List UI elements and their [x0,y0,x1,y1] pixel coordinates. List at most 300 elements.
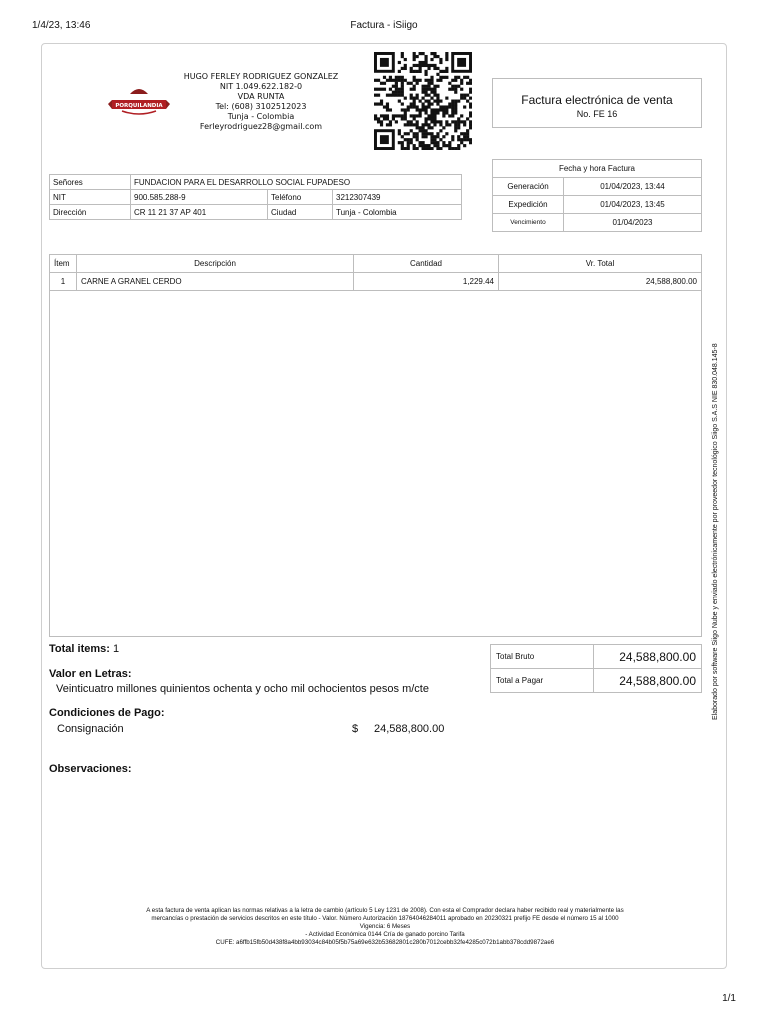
qr-module [413,144,416,147]
qr-module [442,70,445,73]
qr-module [404,147,407,150]
qr-module [424,94,427,97]
col-description-header: Descripción [77,255,354,273]
qr-module [422,141,425,144]
items-area [49,254,702,637]
qr-module [404,138,407,141]
qr-module [380,123,383,126]
qr-module [398,76,401,79]
qr-module [413,64,416,67]
qr-module [386,123,389,126]
qr-module [460,88,463,91]
qr-module [460,141,463,144]
qr-module [395,82,398,85]
qr-module [445,144,448,147]
qr-module [398,94,401,97]
qr-module [460,94,463,97]
qr-module [445,70,448,73]
qr-module [395,85,398,88]
qr-module [427,67,430,70]
qr-module [419,100,422,103]
qr-module [439,129,442,132]
qr-module [427,132,430,135]
qr-module [436,108,439,111]
date-label-due: Vencimiento [493,214,564,232]
qr-module [419,79,422,82]
qr-module [377,79,380,82]
date-value-due: 01/04/2023 [564,214,702,232]
qr-module [410,82,413,85]
qr-module [413,105,416,108]
qr-module [401,117,404,120]
qr-module [389,76,392,79]
qr-module [430,88,433,91]
qr-module [433,64,436,67]
qr-module [469,123,472,126]
company-name: HUGO FERLEY RODRIGUEZ GONZALEZ [183,72,339,81]
client-address-value: CR 11 21 37 AP 401 [131,205,268,220]
qr-module [448,82,451,85]
qr-module [386,108,389,111]
client-senores-label: Señores [50,175,131,190]
qr-module [433,138,436,141]
qr-module [457,126,460,129]
qr-finder [380,135,389,144]
qr-module [463,135,466,138]
qr-module [422,88,425,91]
qr-module [451,120,454,123]
qr-module [416,64,419,67]
qr-module [430,132,433,135]
qr-module [430,147,433,150]
qr-module [398,88,401,91]
qr-module [413,100,416,103]
qr-module [436,120,439,123]
company-logo [108,84,170,118]
qr-module [401,135,404,138]
qr-module [442,126,445,129]
qr-module [374,117,377,120]
page-title: Factura - iSiigo [350,20,418,31]
qr-module [407,82,410,85]
qr-module [463,123,466,126]
qr-module [436,141,439,144]
qr-module [457,135,460,138]
qr-module [463,120,466,123]
qr-module [424,91,427,94]
qr-module [439,100,442,103]
qr-module [424,132,427,135]
qr-module [436,132,439,135]
qr-module [454,111,457,114]
qr-module [424,117,427,120]
qr-module [439,108,442,111]
qr-module [439,138,442,141]
qr-module [448,144,451,147]
legal-line-3: Vigencia: 6 Meses [359,923,411,930]
qr-module [448,141,451,144]
qr-module [413,79,416,82]
qr-module [413,70,416,73]
qr-module [469,91,472,94]
qr-module [427,79,430,82]
dates-header: Fecha y hora Factura [493,160,702,178]
qr-module [407,147,410,150]
qr-module [422,105,425,108]
qr-module [469,82,472,85]
qr-module [454,91,457,94]
qr-module [430,82,433,85]
qr-module [457,138,460,141]
qr-module [439,61,442,64]
client-nit-label: NIT [50,190,131,205]
qr-module [416,147,419,150]
qr-module [395,91,398,94]
qr-module [389,108,392,111]
qr-module [419,129,422,132]
qr-module [413,102,416,105]
payment-terms-label: Condiciones de Pago: [49,707,165,719]
invoice-number: No. FE 16 [576,109,618,119]
payment-method: Consignación [57,723,124,735]
qr-module [454,120,457,123]
company-city: Tunja - Colombia [227,112,295,121]
qr-module [427,105,430,108]
qr-module [451,105,454,108]
qr-module [416,114,419,117]
qr-module [383,117,386,120]
qr-module [398,79,401,82]
qr-module [445,120,448,123]
qr-module [433,123,436,126]
qr-module [427,100,430,103]
qr-module [398,100,401,103]
qr-module [401,52,404,55]
qr-module [469,141,472,144]
qr-module [457,117,460,120]
qr-module [401,108,404,111]
qr-module [413,97,416,100]
qr-module [445,105,448,108]
qr-module [430,135,433,138]
qr-module [427,144,430,147]
qr-module [380,88,383,91]
qr-module [445,123,448,126]
page-count: 1/1 [722,993,736,1004]
items-table [49,254,702,291]
qr-module [422,129,425,132]
qr-module [407,141,410,144]
qr-module [454,105,457,108]
qr-module [454,126,457,129]
qr-module [454,129,457,132]
qr-module [424,100,427,103]
total-items [49,643,119,655]
qr-module [436,144,439,147]
qr-module [463,76,466,79]
qr-module [392,79,395,82]
qr-module [466,94,469,97]
qr-module [454,147,457,150]
qr-module [445,111,448,114]
total-items-value: 1 [112,643,120,655]
qr-module [433,117,436,120]
qr-module [469,126,472,129]
qr-module [416,97,419,100]
qr-module [422,135,425,138]
qr-module [395,79,398,82]
qr-module [424,55,427,58]
qr-module [401,147,404,150]
qr-module [433,52,436,55]
qr-module [433,55,436,58]
qr-module [410,120,413,123]
qr-module [410,88,413,91]
qr-module [419,111,422,114]
qr-module [445,58,448,61]
qr-module [407,123,410,126]
qr-module [377,120,380,123]
qr-module [413,52,416,55]
qr-module [430,117,433,120]
qr-module [416,70,419,73]
qr-module [410,123,413,126]
qr-module [389,120,392,123]
qr-module [395,76,398,79]
payment-currency: $ [352,723,359,735]
amount-words-label: Valor en Letras: [49,668,132,680]
qr-module [416,108,419,111]
qr-module [419,61,422,64]
qr-module [433,120,436,123]
qr-module [383,105,386,108]
qr-module [448,123,451,126]
item-total: 24,588,800.00 [499,273,702,291]
qr-module [398,132,401,135]
qr-module [433,108,436,111]
qr-module [430,79,433,82]
qr-module [416,120,419,123]
qr-module [469,88,472,91]
qr-module [439,70,442,73]
qr-module [422,123,425,126]
qr-module [404,117,407,120]
qr-module [377,94,380,97]
total-pay-value: 24,588,800.00 [594,669,702,693]
qr-module [395,114,398,117]
qr-module [392,85,395,88]
qr-module [424,105,427,108]
qr-module [419,141,422,144]
qr-module [436,102,439,105]
qr-module [398,129,401,132]
qr-module [424,111,427,114]
qr-module [424,73,427,76]
qr-module [422,132,425,135]
qr-module [427,114,430,117]
qr-module [427,82,430,85]
totals-table [490,644,702,693]
qr-module [430,114,433,117]
qr-module [436,111,439,114]
qr-module [451,147,454,150]
qr-module [427,117,430,120]
qr-module [410,129,413,132]
qr-module [451,114,454,117]
qr-module [422,144,425,147]
qr-module [413,135,416,138]
legal-footer [75,907,695,947]
qr-module [463,138,466,141]
qr-module [407,108,410,111]
qr-module [454,100,457,103]
qr-module [430,138,433,141]
qr-module [433,91,436,94]
qr-module [427,126,430,129]
qr-module [433,67,436,70]
qr-module [413,85,416,88]
qr-finder [380,58,389,67]
total-gross-label: Total Bruto [491,645,594,669]
table-row [50,273,702,291]
qr-module [457,100,460,103]
qr-module [433,88,436,91]
company-address: VDA RUNTA [237,92,285,101]
dates-table [492,159,702,232]
qr-module [374,114,377,117]
qr-module [395,88,398,91]
qr-module [419,67,422,70]
qr-module [436,100,439,103]
qr-module [466,117,469,120]
qr-module [460,114,463,117]
company-phone: Tel: (608) 3102512023 [215,102,307,111]
qr-module [386,114,389,117]
qr-module [439,105,442,108]
qr-module [466,135,469,138]
qr-module [410,67,413,70]
qr-module [401,144,404,147]
qr-module [422,91,425,94]
qr-module [460,132,463,135]
legal-line-2: mercancías o prestación de servicios descritos en este título - Valor. Número Autorización 18764046284011 aprobado en 20230321 prefijo FE desde el número 15 al 1000 [151,915,619,922]
qr-module [424,79,427,82]
qr-module [410,138,413,141]
invoice-title: Factura electrónica de venta [521,93,673,107]
qr-module [404,58,407,61]
qr-module [460,120,463,123]
qr-module [413,132,416,135]
qr-module [439,123,442,126]
qr-module [404,132,407,135]
qr-module [413,88,416,91]
qr-module [469,120,472,123]
qr-module [407,144,410,147]
qr-module [380,100,383,103]
qr-module [427,85,430,88]
qr-module [392,117,395,120]
qr-module [424,58,427,61]
qr-module [386,79,389,82]
qr-module [448,88,451,91]
qr-module [389,94,392,97]
qr-module [427,102,430,105]
qr-module [430,141,433,144]
qr-module [430,64,433,67]
qr-module [389,88,392,91]
qr-module [436,85,439,88]
col-total-header: Vr. Total [499,255,702,273]
qr-module [424,147,427,150]
item-description: CARNE A GRANEL CERDO [77,273,354,291]
legal-cufe: CUFE: a6ffb15fb50d438f8a4bb93034c84b05f5b75a69e632b53682801c280b7012cebb32fe4285c072b1abb378cdd9872ae6 [215,939,555,946]
qr-module [448,147,451,150]
qr-module [445,97,448,100]
qr-module [436,135,439,138]
qr-module [469,114,472,117]
qr-module [463,97,466,100]
qr-module [442,108,445,111]
qr-module [466,100,469,103]
qr-module [433,144,436,147]
client-phone-label: Teléfono [268,190,333,205]
qr-module [448,114,451,117]
qr-module [401,76,404,79]
qr-module [416,138,419,141]
qr-module [404,97,407,100]
qr-module [445,108,448,111]
qr-module [422,61,425,64]
qr-module [422,64,425,67]
qr-module [457,76,460,79]
qr-module [463,105,466,108]
qr-module [430,111,433,114]
company-info [176,72,346,132]
qr-module [445,76,448,79]
qr-module [454,85,457,88]
client-nit-value: 900.585.288-9 [131,190,268,205]
qr-module [442,135,445,138]
qr-module [398,61,401,64]
item-quantity: 1,229.44 [354,273,499,291]
qr-module [416,135,419,138]
qr-module [374,79,377,82]
qr-module [457,120,460,123]
qr-module [413,147,416,150]
qr-module [413,76,416,79]
qr-module [413,123,416,126]
qr-module [413,114,416,117]
qr-module [442,141,445,144]
qr-module [454,108,457,111]
qr-module [460,79,463,82]
qr-module [424,64,427,67]
qr-module [451,85,454,88]
qr-module [454,79,457,82]
qr-module [424,120,427,123]
qr-module [451,111,454,114]
qr-module [404,108,407,111]
qr-module [436,97,439,100]
qr-module [386,94,389,97]
qr-module [422,97,425,100]
qr-module [407,138,410,141]
qr-module [407,132,410,135]
qr-module [436,55,439,58]
qr-module [445,55,448,58]
qr-finder [457,58,466,67]
qr-module [469,105,472,108]
